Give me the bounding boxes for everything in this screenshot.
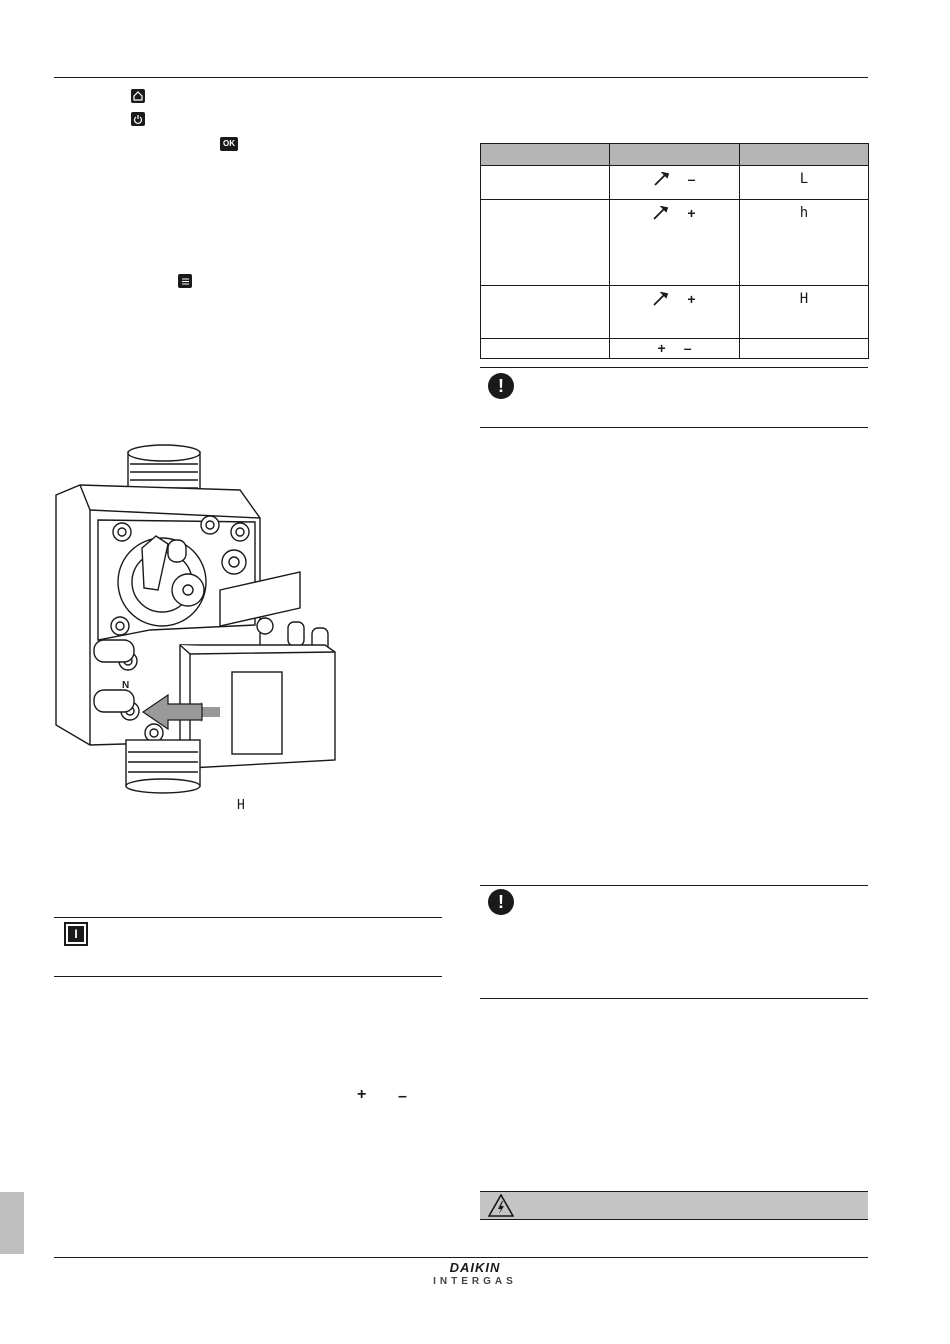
table-cell bbox=[610, 286, 740, 339]
brand-sub-logo: INTERGAS bbox=[433, 1276, 517, 1287]
power-icon bbox=[131, 112, 145, 126]
key-plus: + bbox=[657, 340, 666, 356]
table-cell bbox=[740, 286, 869, 339]
header-rule bbox=[54, 77, 868, 78]
table-cell bbox=[740, 166, 869, 200]
footer-rule bbox=[54, 1257, 868, 1258]
important-notice-1-top-rule bbox=[480, 367, 868, 368]
figure-display-symbol: H bbox=[237, 798, 245, 813]
key-plus: + bbox=[687, 291, 696, 307]
important-notice-2-bottom-rule bbox=[480, 998, 868, 999]
plus-symbol: + bbox=[357, 1086, 367, 1103]
table-cell bbox=[740, 339, 869, 359]
display-symbol-l: L bbox=[799, 171, 809, 187]
info-icon: I bbox=[64, 922, 88, 946]
table-cell bbox=[740, 200, 869, 286]
key-plus: + bbox=[687, 205, 696, 221]
side-tab bbox=[0, 1192, 24, 1254]
important-notice-1-bottom-rule bbox=[480, 427, 868, 428]
warning-bar bbox=[480, 1191, 868, 1220]
table-header-row bbox=[481, 144, 869, 166]
key-minus: – bbox=[683, 340, 692, 356]
table-header-cell bbox=[610, 144, 740, 166]
key-minus: – bbox=[687, 171, 696, 187]
table-cell bbox=[481, 166, 610, 200]
settings-table bbox=[480, 143, 869, 359]
table-row bbox=[481, 286, 869, 339]
table-header-cell bbox=[481, 144, 610, 166]
display-symbol-h-small: h bbox=[799, 205, 809, 221]
important-icon: ! bbox=[488, 889, 514, 915]
important-notice-2-top-rule bbox=[480, 885, 868, 886]
table-cell bbox=[610, 200, 740, 286]
gas-valve-illustration bbox=[50, 440, 340, 795]
electric-hazard-icon bbox=[488, 1194, 514, 1217]
info-notice-top-rule bbox=[54, 917, 442, 918]
brand-logo: DAIKIN bbox=[449, 1260, 501, 1275]
ok-button-icon bbox=[220, 137, 238, 151]
table-cell bbox=[610, 339, 740, 359]
table-row bbox=[481, 339, 869, 359]
table-cell bbox=[481, 339, 610, 359]
wrench-icon bbox=[653, 206, 669, 220]
ok-label: OK bbox=[223, 139, 235, 148]
table-row bbox=[481, 166, 869, 200]
table-header-cell bbox=[740, 144, 869, 166]
important-icon: ! bbox=[488, 373, 514, 399]
minus-symbol: – bbox=[398, 1088, 407, 1105]
menu-icon bbox=[178, 274, 192, 288]
wrench-icon bbox=[654, 172, 670, 186]
wrench-icon bbox=[653, 292, 669, 306]
table-cell bbox=[481, 286, 610, 339]
info-notice-bottom-rule bbox=[54, 976, 442, 977]
display-symbol-h-large: H bbox=[799, 291, 809, 307]
table-cell bbox=[481, 200, 610, 286]
table-cell bbox=[610, 166, 740, 200]
table-row bbox=[481, 200, 869, 286]
svg-text:N: N bbox=[122, 680, 130, 691]
home-icon bbox=[131, 89, 145, 103]
